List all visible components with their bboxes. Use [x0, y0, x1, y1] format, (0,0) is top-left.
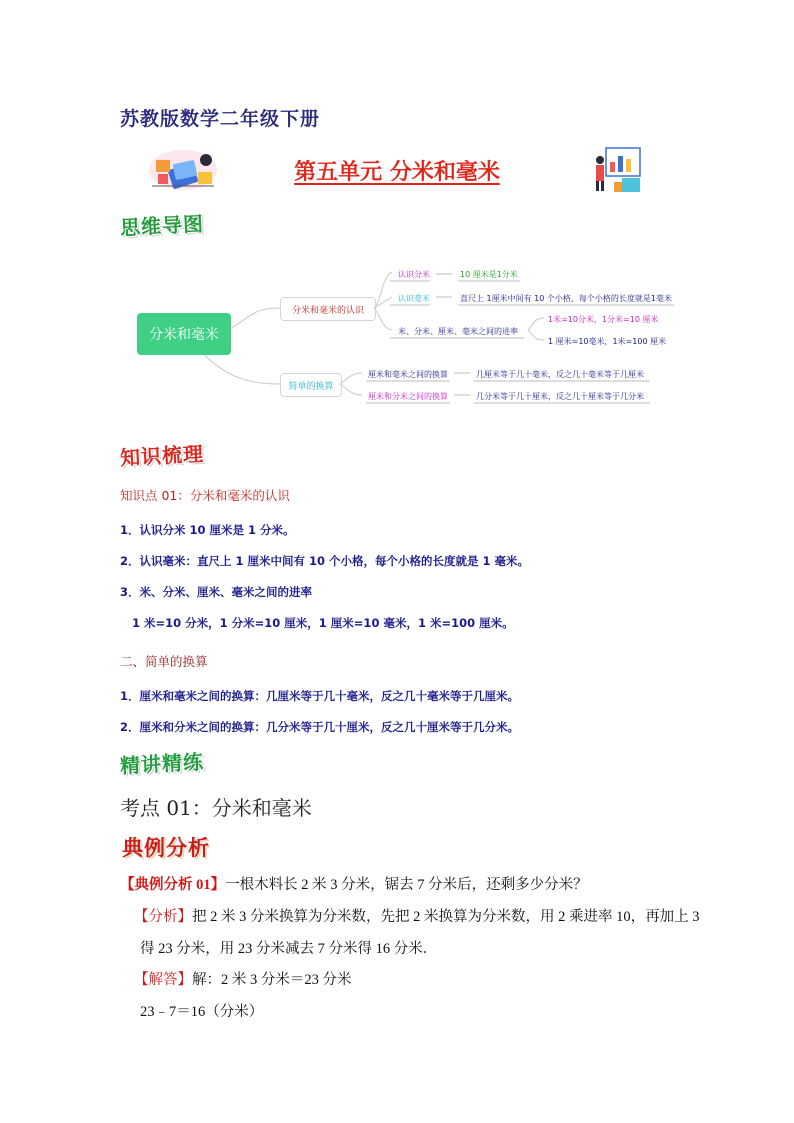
mindmap-leaf-cm-dm: 几分米等于几十厘米，反之几十厘米等于几分米 — [476, 392, 644, 401]
section-mindmap: 思维导图 — [119, 211, 205, 240]
knowledge-point2-title: 二、简单的换算 — [120, 654, 208, 669]
analysis-tag: 【分析】 — [134, 909, 192, 925]
analysis-line-2: 得 23 分米，用 23 分米减去 7 分米得 16 分米． — [140, 941, 438, 957]
knowledge-item: 2．厘米和分米之间的换算：几分米等于几十厘米，反之几十厘米等于几分米。 — [120, 720, 519, 734]
mindmap-root: 分米和毫米 — [137, 313, 231, 355]
knowledge-item: 2．认识毫米：直尺上 1 厘米中间有 10 个小格，每个小格的长度就是 1 毫米。 — [120, 554, 530, 568]
mindmap-branch-conversion: 简单的换算 — [280, 373, 342, 397]
mindmap-node-millimeter: 认识毫米 — [398, 294, 430, 303]
knowledge-item: 1．厘米和毫米之间的换算：几厘米等于几十毫米，反之几十毫米等于几厘米。 — [120, 689, 519, 703]
mindmap-leaf-rate1: 1米=10分米，1分米=10 厘米 — [548, 315, 659, 324]
mindmap-leaf-decimeter: 10 厘米是1分米 — [460, 270, 518, 279]
mindmap-leaf-millimeter: 直尺上 1厘米中间有 10 个小格，每个小格的长度就是1毫米 — [460, 294, 672, 303]
dianli-heading: 典例分析 — [122, 835, 210, 860]
example-question — [120, 873, 588, 894]
unit-title: 第五单元 分米和毫米 — [294, 160, 500, 185]
analysis-line-1 — [134, 905, 700, 926]
knowledge-point1-title: 知识点 01：分米和毫米的认识 — [120, 488, 290, 503]
mindmap-node-decimeter: 认识分米 — [398, 270, 430, 279]
section-lecture: 精讲精练 — [119, 749, 205, 778]
mindmap-branch-recognize: 分米和毫米的认识 — [280, 297, 376, 321]
knowledge-item: 1 米=10 分米，1 分米=10 厘米，1 厘米=10 毫米，1 米=100 厘米。 — [132, 616, 514, 630]
analysis-text-1: 把 2 米 3 分米换算为分米数，先把 2 米换算为分米数，用 2 乘进率 10，再加上 3 — [192, 909, 700, 925]
mindmap-node-rates: 米、分米、厘米、毫米之间的进率 — [398, 327, 518, 336]
mindmap-node-cm-dm: 厘米和分米之间的换算 — [368, 392, 448, 401]
mindmap-leaf-rate2: 1 厘米=10毫米，1米=100 厘米 — [548, 337, 667, 346]
answer-line — [134, 968, 352, 989]
kaodian-title: 考点 01：分米和毫米 — [120, 796, 312, 820]
calc-line: 23﹣7＝16（分米） — [140, 1004, 264, 1020]
answer-tag: 【解答】 — [134, 972, 192, 988]
mindmap-leaf-cm-mm: 几厘米等于几十毫米，反之几十毫米等于几厘米 — [476, 370, 644, 379]
mindmap-node-cm-mm: 厘米和毫米之间的换算 — [368, 370, 448, 379]
book-title: 苏教版数学二年级下册 — [120, 108, 321, 130]
example-tag: 【典例分析 01】 — [120, 877, 226, 893]
knowledge-item: 3．米、分米、厘米、毫米之间的进率 — [120, 585, 312, 599]
example-text: 一根木料长 2 米 3 分米，锯去 7 分米后，还剩多少分米？ — [225, 877, 588, 893]
section-knowledge: 知识梳理 — [119, 441, 205, 470]
mindmap-connectors — [0, 0, 794, 420]
knowledge-item: 1．认识分米 10 厘米是 1 分米。 — [120, 523, 295, 537]
answer-text: 解：2 米 3 分米＝23 分米 — [192, 972, 352, 988]
